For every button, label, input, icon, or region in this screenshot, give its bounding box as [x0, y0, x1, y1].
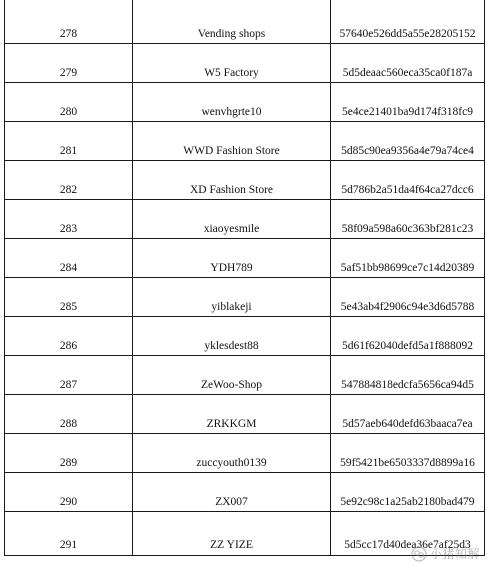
- store-id-cell: 58f09a598a60c363bf281c23: [331, 200, 485, 239]
- store-name-cell: YDH789: [133, 239, 331, 278]
- store-id-cell: 5d61f62040defd5a1f888092: [331, 317, 485, 356]
- row-number-cell: 283: [5, 200, 133, 239]
- store-name-cell: ZZ YIZE: [133, 512, 331, 556]
- store-name-cell: ZRKKGM: [133, 395, 331, 434]
- row-number-cell: 289: [5, 434, 133, 473]
- table-row: [5, 512, 485, 556]
- table-row: [5, 395, 485, 434]
- table-row: [5, 278, 485, 317]
- store-id-cell: 5af51bb98699ce7c14d20389: [331, 239, 485, 278]
- table-row: [5, 434, 485, 473]
- store-name-cell: Vending shops: [133, 0, 331, 44]
- table-row: [5, 122, 485, 161]
- row-number-cell: 282: [5, 161, 133, 200]
- row-number-cell: 281: [5, 122, 133, 161]
- row-number-cell: 288: [5, 395, 133, 434]
- store-id-cell: 547884818edcfa5656ca94d5: [331, 356, 485, 395]
- table-row: [5, 239, 485, 278]
- row-number-cell: 278: [5, 0, 133, 44]
- row-number-cell: 279: [5, 44, 133, 83]
- table-row: [5, 0, 485, 44]
- store-id-cell: 5d57aeb640defd63baaca7ea: [331, 395, 485, 434]
- store-name-cell: yklesdest88: [133, 317, 331, 356]
- row-number-cell: 291: [5, 512, 133, 556]
- row-number-cell: 284: [5, 239, 133, 278]
- store-id-cell: 5e4ce21401ba9d174f318fc9: [331, 83, 485, 122]
- store-id-cell: 5d85c90ea9356a4e79a74ce4: [331, 122, 485, 161]
- store-name-cell: wenvhgrte10: [133, 83, 331, 122]
- store-id-cell: 59f5421be6503337d8899a16: [331, 434, 485, 473]
- table-row: [5, 317, 485, 356]
- store-name-cell: W5 Factory: [133, 44, 331, 83]
- store-id-cell: 5e43ab4f2906c94e3d6d5788: [331, 278, 485, 317]
- row-number-cell: 290: [5, 473, 133, 512]
- table-row: [5, 161, 485, 200]
- store-name-cell: zuccyouth0139: [133, 434, 331, 473]
- store-id-cell: 5d786b2a51da4f64ca27dcc6: [331, 161, 485, 200]
- store-id-cell: 57640e526dd5a55e28205152: [331, 0, 485, 44]
- store-name-cell: yiblakeji: [133, 278, 331, 317]
- table-row: [5, 473, 485, 512]
- store-name-cell: WWD Fashion Store: [133, 122, 331, 161]
- row-number-cell: 280: [5, 83, 133, 122]
- store-id-cell: 5d5cc17d40dea36e7af25d3: [331, 512, 485, 556]
- store-name-cell: XD Fashion Store: [133, 161, 331, 200]
- store-table: [4, 0, 485, 556]
- table-row: [5, 200, 485, 239]
- store-name-cell: ZeWoo-Shop: [133, 356, 331, 395]
- table-row: [5, 356, 485, 395]
- row-number-cell: 286: [5, 317, 133, 356]
- store-id-cell: 5e92c98c1a25ab2180bad479: [331, 473, 485, 512]
- table-row: [5, 83, 485, 122]
- store-id-cell: 5d5deaac560eca35ca0f187a: [331, 44, 485, 83]
- table-row: [5, 44, 485, 83]
- row-number-cell: 287: [5, 356, 133, 395]
- store-name-cell: xiaoyesmile: [133, 200, 331, 239]
- store-table-body: [5, 0, 485, 556]
- watermark-text: 小猪知解: [429, 547, 480, 561]
- store-name-cell: ZX007: [133, 473, 331, 512]
- row-number-cell: 285: [5, 278, 133, 317]
